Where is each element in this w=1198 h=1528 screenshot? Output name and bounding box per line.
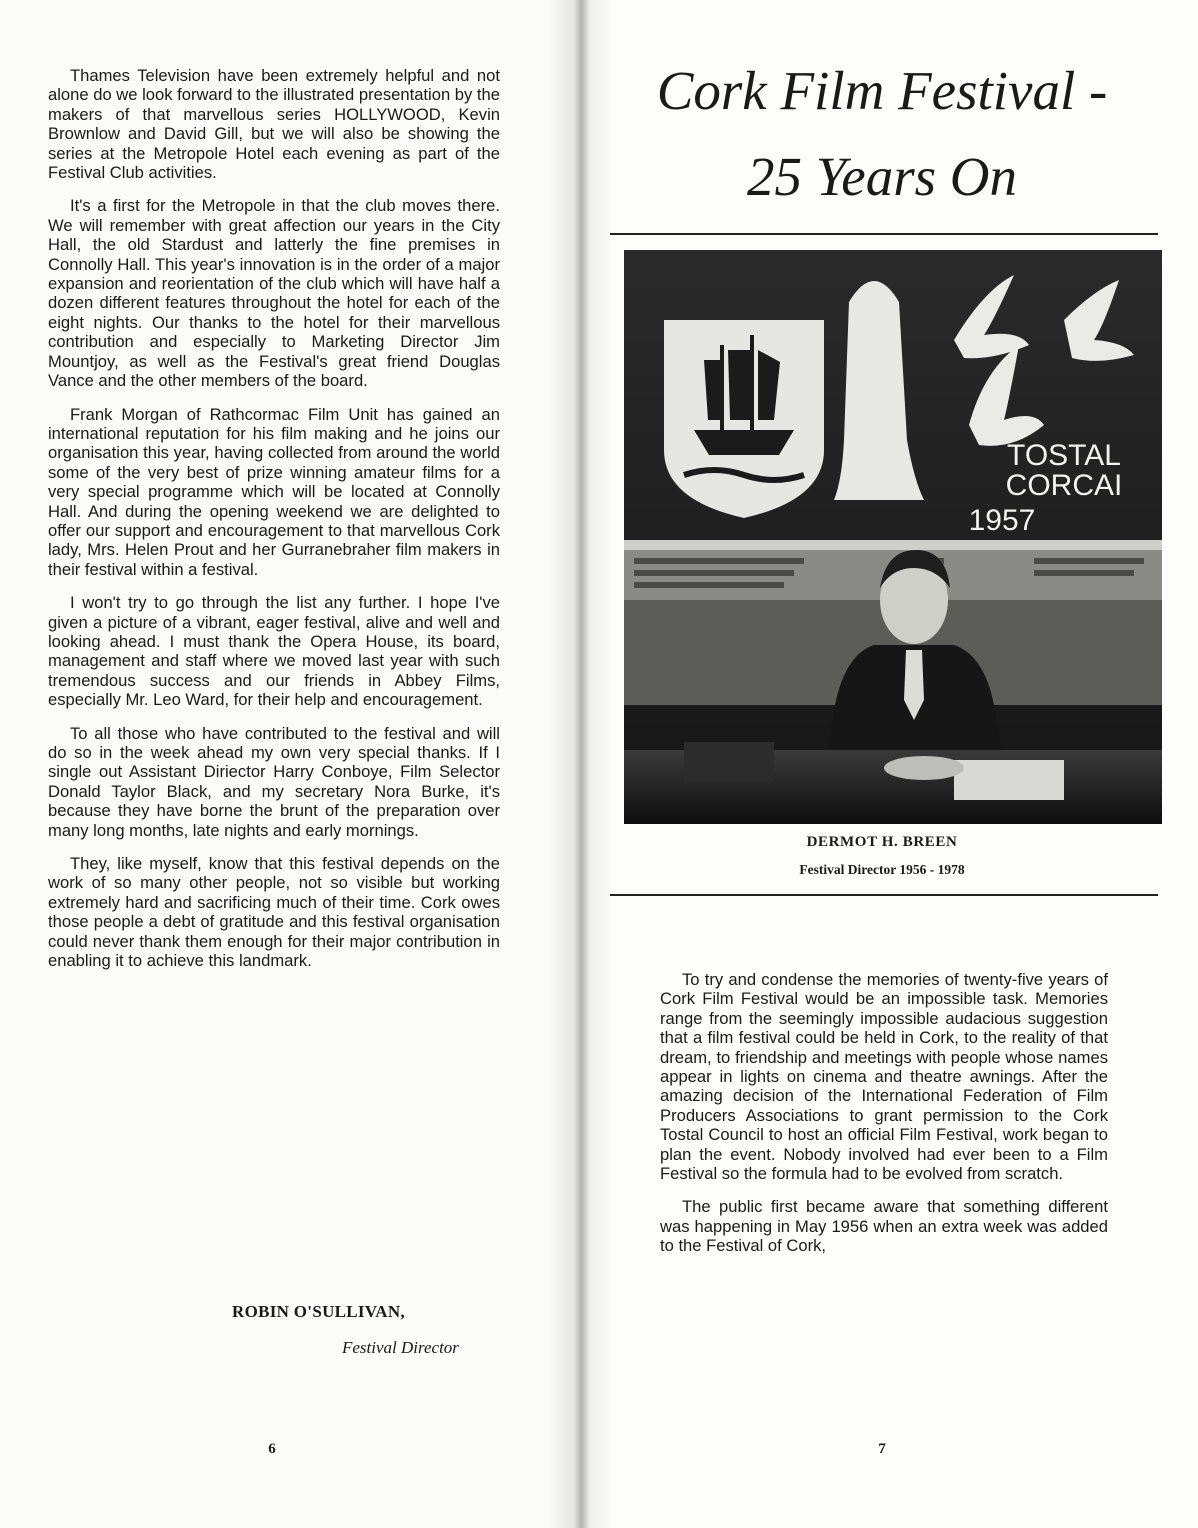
bottom-rule	[610, 894, 1158, 896]
ship-hull	[694, 430, 794, 455]
desk-telephone	[684, 742, 774, 782]
ship-sail-2	[728, 350, 750, 420]
left-paragraph-2: It's a first for the Metropole in that the club moves there. We will remember with great affection our years in the City Hall, the old Stardust and latterly the fine premises in Connolly Hall. This year's innovation is in the order of a major expansion and reorientation of the club which will have half a dozen different features throughout the hotel for each of the eight nights. Our thanks to the hotel for their marvellous contribution and especially to Marketing Director Jim Mountjoy, as well as the Festival's great friend Douglas Vance and the other members of the board.	[48, 196, 500, 391]
hands-shape	[884, 756, 964, 780]
left-paragraph-6: They, like myself, know that this festival depends on the work of so many other people, not so visible but working extremely hard and sacrificing much of their time. Cork owes those people a debt of gratitude and this festival organisation could never thank them enough for their major contribution in enabling it to achieve this landmark.	[48, 854, 500, 971]
ship-mast-2	[750, 335, 754, 431]
ship-mast-1	[720, 345, 724, 431]
page-number-left: 6	[268, 1441, 276, 1457]
signature-title: Festival Director	[342, 1338, 459, 1357]
article-title-line-1: Cork Film Festival -	[656, 60, 1108, 121]
flag-band	[624, 540, 1162, 550]
article-title-line-2: 25 Years On	[747, 146, 1017, 207]
left-paragraph-3: Frank Morgan of Rathcormac Film Unit has gained an international reputation for his film making and he joins our organisation this year, having collected from around the world some of the very best of prize winning amateur films for a very special programme which will be located at Connolly Hall. And during the opening weekend we are delighted to offer our support and encouragement to that marvellous Cork lady, Mrs. Helen Prout and her Gurranebraher film makers in their festival within a festival.	[48, 404, 500, 579]
signature-name: ROBIN O'SULLIVAN,	[232, 1302, 405, 1321]
book-gutter	[548, 0, 612, 1528]
right-text-column	[660, 970, 1108, 1270]
left-paragraph-1: Thames Television have been extremely helpful and not alone do we look forward to the illustrated presentation by the makers of that marvellous series HOLLYWOOD, Kevin Brownlow and David Gill, but we will also be showing the series at the Metropole Hotel each evening as part of the Festival Club activities.	[48, 66, 500, 183]
right-paragraph-1: To try and condense the memories of twenty-five years of Cork Film Festival would be an impossible task. Memories range from the seemingly impossible audacious suggestion that a film festival could be held in Cork, to the reality of that dream, to friendship and meetings with people whose names appear in lights on cinema and theatre awnings. After the amazing decision of the International Federation of Film Producers Associations to grant permission to the Cork Tostal Council to host an official Film Festival, work began to plan the event. Nobody involved had ever been to a Film Festival so the formula had to be evolved from scratch.	[660, 970, 1108, 1184]
page-number-right: 7	[878, 1441, 886, 1457]
portrait-photo	[624, 250, 1162, 824]
top-rule	[610, 233, 1158, 235]
banner-text-line-1: TOSTAL	[1007, 439, 1121, 472]
desk-papers	[954, 760, 1064, 800]
banner-text-line-2: CORCAI	[1005, 469, 1123, 502]
left-paragraph-4: I won't try to go through the list any further. I hope I've given a picture of a vibrant, eager festival, alive and well and looking ahead. I must thank the Opera House, its board, management and staff where we moved last year with such tremendous success and our friends in Abbey Films, especially Mr. Leo Ward, for their help and encouragement.	[48, 593, 500, 710]
caption-role: Festival Director 1956 - 1978	[799, 862, 965, 877]
portrait-photo-illustration	[624, 250, 1162, 824]
banner-year: 1957	[968, 504, 1036, 537]
left-text-column	[48, 66, 500, 984]
caption-name: DERMOT H. BREEN	[806, 834, 958, 850]
left-paragraph-5: To all those who have contributed to the festival and will do so in the week ahead my own very special thanks. If I single out Assistant Diriector Harry Conboye, Film Selector Donald Taylor Black, and my secretary Nora Burke, it's because they have borne the brunt of the preparation over many long months, late nights and early mornings.	[48, 723, 500, 840]
right-paragraph-2: The public first became aware that something different was happening in May 1956 when an extra week was added to the Festival of Cork,	[660, 1197, 1108, 1256]
